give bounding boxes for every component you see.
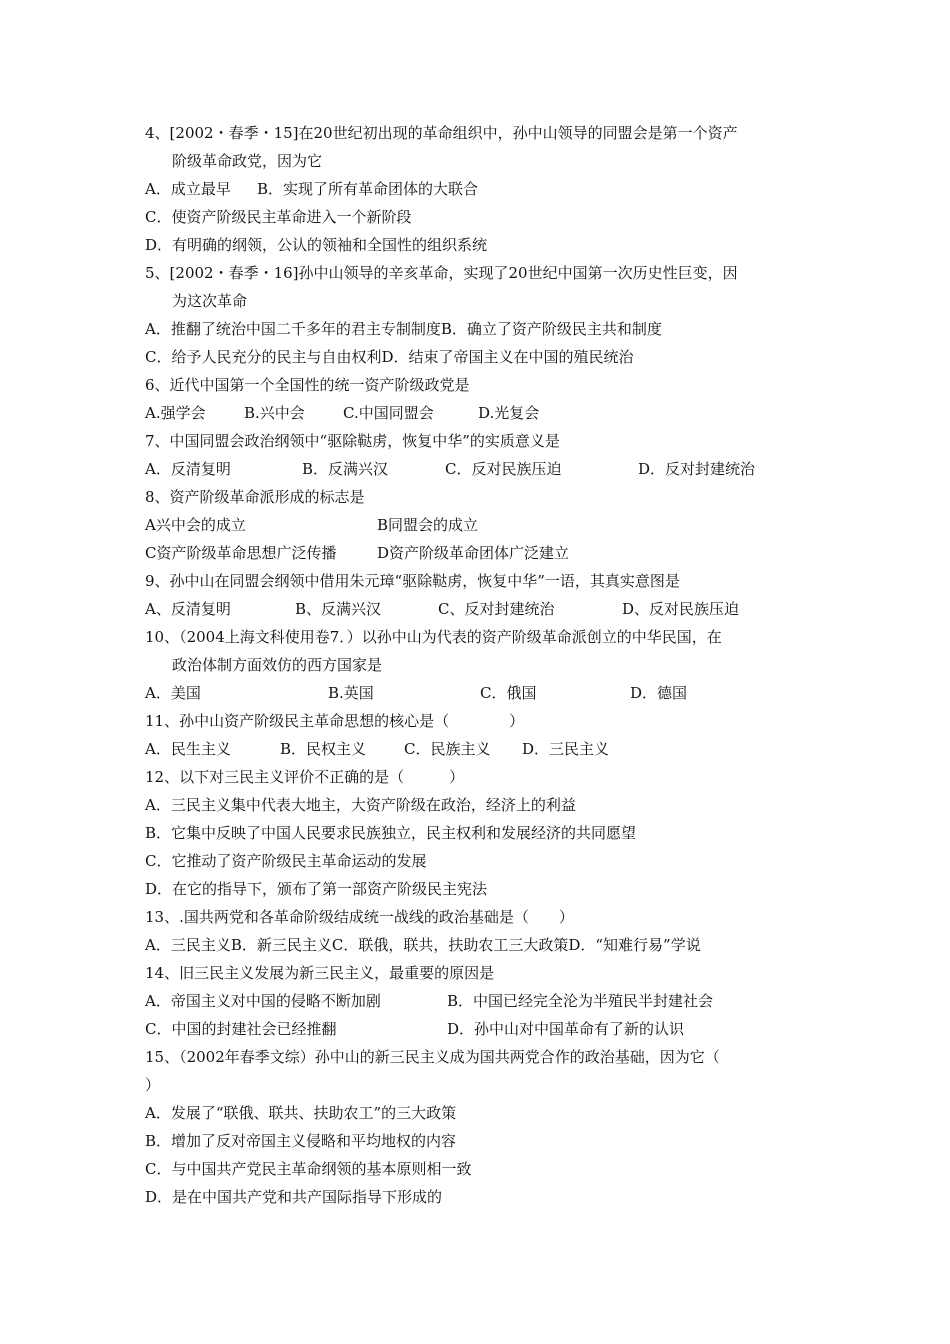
answer-option: D.光复会: [478, 404, 540, 422]
answer-option: A．美国: [145, 684, 201, 702]
answer-option: C．民族主义: [404, 740, 491, 758]
question-stem: 4、[2002・春季・15]在20世纪初出现的革命组织中，孙中山领导的同盟会是第一个资产: [145, 124, 738, 142]
answer-option: C．给予人民充分的民主与自由权利D．结束了帝国主义在中国的殖民统治: [145, 348, 634, 366]
question-stem: 11、孙中山资产阶级民主革命思想的核心是（ ）: [145, 712, 525, 730]
option-row: [145, 875, 825, 903]
answer-option: B同盟会的成立: [377, 516, 479, 534]
question-stem-continued: 为这次革命: [172, 292, 248, 310]
question-stem: 12、以下对三民主义评价不正确的是（ ）: [145, 768, 465, 786]
answer-option: D．三民主义: [522, 740, 610, 758]
answer-option: A.强学会: [145, 404, 206, 422]
option-row: [145, 1015, 825, 1043]
answer-option: A．民生主义: [145, 740, 231, 758]
answer-option: C．使资产阶级民主革命进入一个新阶段: [145, 208, 412, 226]
option-row: [145, 1183, 825, 1211]
answer-option: C.中国同盟会: [343, 404, 434, 422]
answer-option: A．三民主义B．新三民主义C．联俄，联共，扶助农工三大政策D．“知难行易”学说: [145, 936, 701, 954]
answer-option: B．增加了反对帝国主义侵略和平均地权的内容: [145, 1132, 457, 1150]
option-row: [145, 455, 825, 483]
answer-option: B．反满兴汉: [302, 460, 389, 478]
option-row: [145, 791, 825, 819]
answer-option: C、反对封建统治: [438, 600, 555, 618]
answer-option: C．它推动了资产阶级民主革命运动的发展: [145, 852, 427, 870]
question-stem: 14、旧三民主义发展为新三民主义，最重要的原因是: [145, 964, 495, 982]
answer-option: D、反对民族压迫: [622, 600, 740, 618]
answer-option: D资产阶级革命团体广泛建立: [377, 544, 570, 562]
answer-option: B.英国: [328, 684, 374, 702]
answer-option: B．中国已经完全沦为半殖民半封建社会: [447, 992, 714, 1010]
question-stem-continued: 阶级革命政党，因为它: [172, 152, 323, 170]
question-list: [145, 119, 825, 1211]
answer-option: D．德国: [630, 684, 688, 702]
answer-option: A．三民主义集中代表大地主，大资产阶级在政治，经济上的利益: [145, 796, 576, 814]
option-row: [145, 231, 825, 259]
answer-option: B．实现了所有革命团体的大联合: [257, 180, 479, 198]
option-row: [145, 679, 825, 707]
option-row: [145, 847, 825, 875]
answer-option: B．民权主义: [280, 740, 367, 758]
question-stem: 5、[2002・春季・16]孙中山领导的辛亥革命，实现了20世纪中国第一次历史性巨变，因: [145, 264, 738, 282]
question-stem: 6、近代中国第一个全国性的统一资产阶级政党是: [145, 376, 470, 394]
answer-option: D．有明确的纲领，公认的领袖和全国性的组织系统: [145, 236, 488, 254]
answer-option: A．成立最早: [145, 180, 231, 198]
answer-option: D．反对封建统治: [638, 460, 756, 478]
answer-option: A．发展了“联俄、联共、扶助农工”的三大政策: [145, 1104, 457, 1122]
option-row: [145, 343, 825, 371]
question-stem: 13、.国共两党和各革命阶级结成统一战线的政治基础是（ ）: [145, 908, 574, 926]
option-row: [145, 1127, 825, 1155]
answer-option: A．推翻了统治中国二千多年的君主专制制度B．确立了资产阶级民主共和制度: [145, 320, 662, 338]
option-row: [145, 595, 825, 623]
answer-option: A、反清复明: [145, 600, 231, 618]
question-stem: 15、（2002年春季文综）孙中山的新三民主义成为国共两党合作的政治基础，因为它（: [145, 1048, 720, 1066]
option-row: [145, 399, 825, 427]
answer-option: D．在它的指导下，颁布了第一部资产阶级民主宪法: [145, 880, 488, 898]
option-row: [145, 1099, 825, 1127]
answer-option: A．帝国主义对中国的侵略不断加剧: [145, 992, 381, 1010]
question-stem-continued: 政治体制方面效仿的西方国家是: [172, 656, 383, 674]
option-row: [145, 931, 825, 959]
question-stem: 8、资产阶级革命派形成的标志是: [145, 488, 365, 506]
answer-option: B、反满兴汉: [295, 600, 382, 618]
answer-option: A．反清复明: [145, 460, 231, 478]
question-stem-continued: ）: [145, 1076, 161, 1094]
option-row: [145, 539, 825, 567]
answer-option: A兴中会的成立: [145, 516, 246, 534]
question-stem: 7、中国同盟会政治纲领中“驱除鞑虏，恢复中华”的实质意义是: [145, 432, 560, 450]
question-stem: 9、孙中山在同盟会纲领中借用朱元璋“驱除鞑虏，恢复中华”一语，其真实意图是: [145, 572, 680, 590]
answer-option: D．孙中山对中国革命有了新的认识: [447, 1020, 685, 1038]
option-row: [145, 1155, 825, 1183]
option-row: [145, 175, 825, 203]
answer-option: B.兴中会: [244, 404, 305, 422]
question-stem: 10、（2004上海文科使用卷7．）以孙中山为代表的资产阶级革命派创立的中华民国，在: [145, 628, 722, 646]
option-row: [145, 819, 825, 847]
answer-option: C资产阶级革命思想广泛传播: [145, 544, 337, 562]
answer-option: C．俄国: [480, 684, 537, 702]
answer-option: C．中国的封建社会已经推翻: [145, 1020, 337, 1038]
option-row: [145, 315, 825, 343]
answer-option: D．是在中国共产党和共产国际指导下形成的: [145, 1188, 443, 1206]
answer-option: B．它集中反映了中国人民要求民族独立，民主权利和发展经济的共同愿望: [145, 824, 637, 842]
option-row: [145, 511, 825, 539]
option-row: [145, 735, 825, 763]
option-row: [145, 203, 825, 231]
option-row: [145, 987, 825, 1015]
answer-option: C．反对民族压迫: [445, 460, 562, 478]
answer-option: C．与中国共产党民主革命纲领的基本原则相一致: [145, 1160, 472, 1178]
